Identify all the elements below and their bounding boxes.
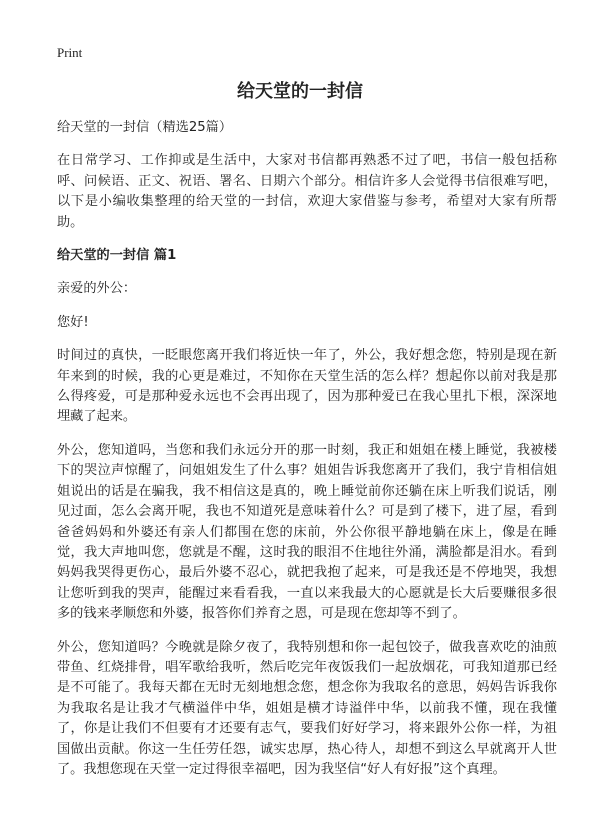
letter-paragraph-3: 外公，您知道吗？今晚就是除夕夜了，我特别想和你一起包饺子，做我喜欢吃的油煎带鱼、红烧排骨，唱军歌给我听，然后吃完年夜饭我们一起放烟花，可我知道那已经是不可能了。我每天都在无时无刻地想念您，想念你为我取名的意思，妈妈告诉我你为我取名是让我才气横溢伴中华，姐姐是横才诗溢伴中华，以前我不懂，现在我懂了，你是让我们不但要有才还要有志气，要我们好好学习，将来跟外公你一样，为祖国做出贡献。你这一生任劳任怨，诚实忠厚，热心待人，却想不到这么早就离开人世了。我想您现在天堂一定过得很幸福吧，因为我坚信“好人有好报”这个真理。: [57, 639, 557, 777]
print-link[interactable]: Print: [57, 45, 83, 60]
letter-greeting: 亲爱的外公：: [57, 281, 137, 297]
document-title: 给天堂的一封信: [237, 81, 363, 102]
document-body: [57, 118, 557, 793]
section-heading: 给天堂的一封信 篇1: [57, 248, 177, 264]
intro-paragraph: 在日常学习、工作抑或是生活中，大家对书信都再熟悉不过了吧，书信一般包括称呼、问候语、正文、祝语、署名、日期六个部分。相信许多人会觉得书信很难写吧，以下是小编收集整理的给天堂的一封信，欢迎大家借鉴与参考，希望对大家有所帮助。: [57, 153, 557, 230]
letter-hello: 您好!: [57, 314, 89, 330]
document-subtitle: 给天堂的一封信（精选25篇）: [57, 120, 233, 135]
letter-paragraph-1: 时间过的真快，一眨眼您离开我们将近快一年了，外公，我好想念您，特别是现在新年来到的时候，我的心更是难过，不知你在天堂生活的怎么样？想起你以前对我是那么得疼爱，可是那种爱永远也不会再出现了，因为那种爱已在我心里扎下根，深深地埋藏了起来。: [57, 348, 557, 425]
letter-paragraph-2: 外公，您知道吗，当您和我们永远分开的那一时刻，我正和姐姐在楼上睡觉，我被楼下的哭泣声惊醒了，问姐姐发生了什么事？姐姐告诉我您离开了我们，我宁肯相信姐姐说出的话是在骗我，我不相信这是真的，晚上睡觉前你还躺在床上听我们说话，刚见过面，怎么会离开呢，我也不知道死是意味着什么？可是到了楼下，进了屋，看到爸爸妈妈和外婆还有亲人们都围在您的床前，外公你很平静地躺在床上，像是在睡觉，我大声地叫您，您就是不醒，这时我的眼泪不住地往外涌，满脸都是泪水。看到妈妈我哭得更伤心，最后外婆不忍心，就把我抱了起来，可是我还是不停地哭，我想让您听到我的哭声，能醒过来看看我，一直以来我最大的心愿就是长大后要赚很多很多的钱来孝顺您和外婆，报答你们养育之恩，可是现在您却等不到了。: [57, 442, 557, 622]
